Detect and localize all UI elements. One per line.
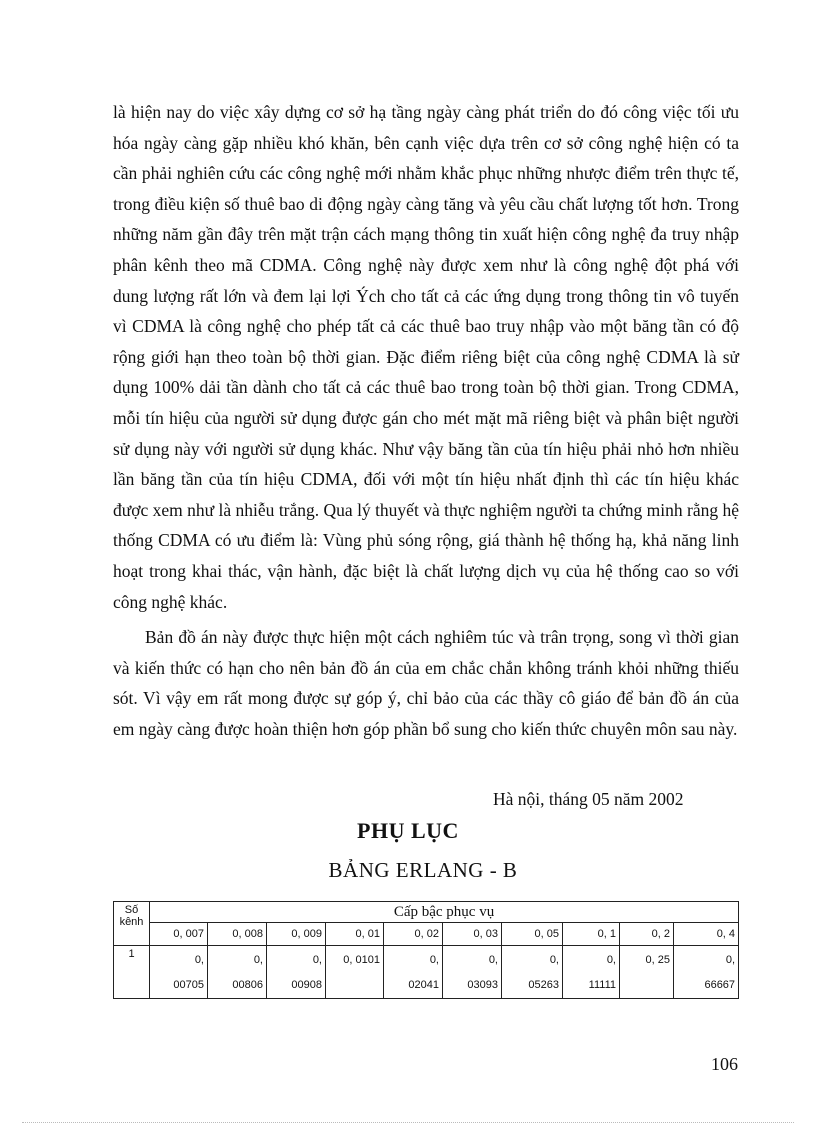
table-cell-line: 11111 — [588, 979, 616, 991]
table-cell-line: 0, — [725, 954, 736, 966]
group-header-cell: Cấp bậc phục vụ — [150, 902, 739, 923]
column-header-cell: 0, 1 — [563, 923, 620, 946]
table-cell — [620, 946, 674, 999]
table-cell-line: 00908 — [291, 979, 322, 991]
corner-header-cell: Số kênh — [114, 902, 150, 946]
date-line: Hà nội, tháng 05 năm 2002 — [493, 789, 684, 809]
table-cell-line: 0, — [194, 954, 204, 966]
table-cell-line: 0, — [429, 954, 439, 966]
appendix-title: PHỤ LỤC — [357, 818, 459, 843]
table-cell-line: 05263 — [528, 979, 559, 991]
table-cell — [443, 946, 502, 999]
body-paragraph-1: là hiện nay do việc xây dựng cơ sở hạ tầng ngày càng phát triển do đó công việc tối ưu hóa ngày càng gặp nhiều khó khăn, bên cạnh việc dựa trên cơ sở công nghệ hiện có ta cần phải nghiên cứu các công nghệ mới nhằm khắc phục những nhược điểm trên thực tế, trong điều kiện số thuê bao di động ngày càng tăng và yêu cầu chất lượng tốt hơn. Trong những năm gần đây trên mặt trận cách mạng thông tin xuất hiện công nghệ đa truy nhập phân kênh theo mã CDMA. Công nghệ này được xem như là công nghệ đột phá với dung lượng rất lớn và đem lại lợi Ých cho tất cả các ứng dụng trong thông tin vô tuyến vì CDMA là công nghệ cho phép tất cả các thuê bao truy nhập vào một băng tần có độ rộng giới hạn theo toàn bộ thời gian. Đặc điểm riêng biệt của công nghệ CDMA là sử dụng 100% dải tần dành cho tất cả các thuê bao trong toàn bộ thời gian. Trong CDMA, mỗi tín hiệu của người sử dụng được gán cho mét mặt mã riêng biệt và phân biệt người sử dụng này với người sử dụng khác. Như vậy băng tần của tín hiệu phải nhỏ hơn nhiều lần băng tần của tín hiệu CDMA, đối với một tín hiệu nhất định thì các tín hiệu khác được xem như là nhiễu trắng. Qua lý thuyết và thực nghiệm người ta chứng minh rằng hệ thống CDMA có ưu điểm là: Vùng phủ sóng rộng, giá thành hệ thống hạ, khả năng linh hoạt trong khai thác, vận hành, đặc biệt là chất lượng dịch vụ của hệ thống cao so với công nghệ khác. — [113, 102, 739, 612]
table-row — [114, 946, 739, 999]
table-cell — [384, 946, 443, 999]
table-title: BẢNG ERLANG - B — [328, 858, 518, 882]
table-cell-line: 02041 — [408, 979, 439, 991]
table-cell — [267, 946, 326, 999]
table-cell — [563, 946, 620, 999]
table-cell-line: 03093 — [467, 979, 498, 991]
table-cell-line: 0, 0101 — [343, 954, 380, 966]
table-cell-line: 00806 — [232, 979, 263, 991]
body-paragraph-2: Bản đồ án này được thực hiện một cách nghiêm túc và trân trọng, song vì thời gian và kiến thức có hạn cho nên bản đồ án của em chắc chắn không tránh khỏi những thiếu sót. Vì vậy em rất mong được sự góp ý, chỉ bảo của các thầy cô giáo để bản đồ án của em ngày càng được hoàn thiện hơn góp phần bổ sung cho kiến thức chuyên môn sau này. — [113, 627, 739, 739]
table-group-header-row — [114, 902, 739, 923]
column-header-cell: 0, 01 — [326, 923, 384, 946]
table-cell-line: 00705 — [173, 979, 204, 991]
column-header-cell: 0, 008 — [208, 923, 267, 946]
table-cell — [326, 946, 384, 999]
column-header-cell: 0, 02 — [384, 923, 443, 946]
column-header-cell: 0, 2 — [620, 923, 674, 946]
table-cell-line: 0, — [606, 954, 616, 966]
table-cell-line: 66667 — [704, 979, 736, 991]
erlang-b-table — [113, 901, 739, 999]
column-header-cell: 0, 05 — [502, 923, 563, 946]
table-cell-line: 0, — [253, 954, 263, 966]
table-cell-line: 0, 25 — [645, 954, 670, 966]
channel-count-cell: 1 — [114, 946, 150, 999]
table-cell — [674, 946, 739, 999]
table-cell — [150, 946, 208, 999]
table-cell-line: 0, — [549, 954, 559, 966]
table-cell-line: 0, — [488, 954, 498, 966]
column-header-cell: 0, 009 — [267, 923, 326, 946]
table-cell-line: 0, — [312, 954, 322, 966]
table-cell — [208, 946, 267, 999]
column-header-cell: 0, 007 — [150, 923, 208, 946]
page-number: 106 — [711, 1054, 738, 1074]
table-column-header-row — [114, 923, 739, 946]
column-header-cell: 0, 03 — [443, 923, 502, 946]
column-header-cell: 0, 4 — [674, 923, 739, 946]
table-cell — [502, 946, 563, 999]
